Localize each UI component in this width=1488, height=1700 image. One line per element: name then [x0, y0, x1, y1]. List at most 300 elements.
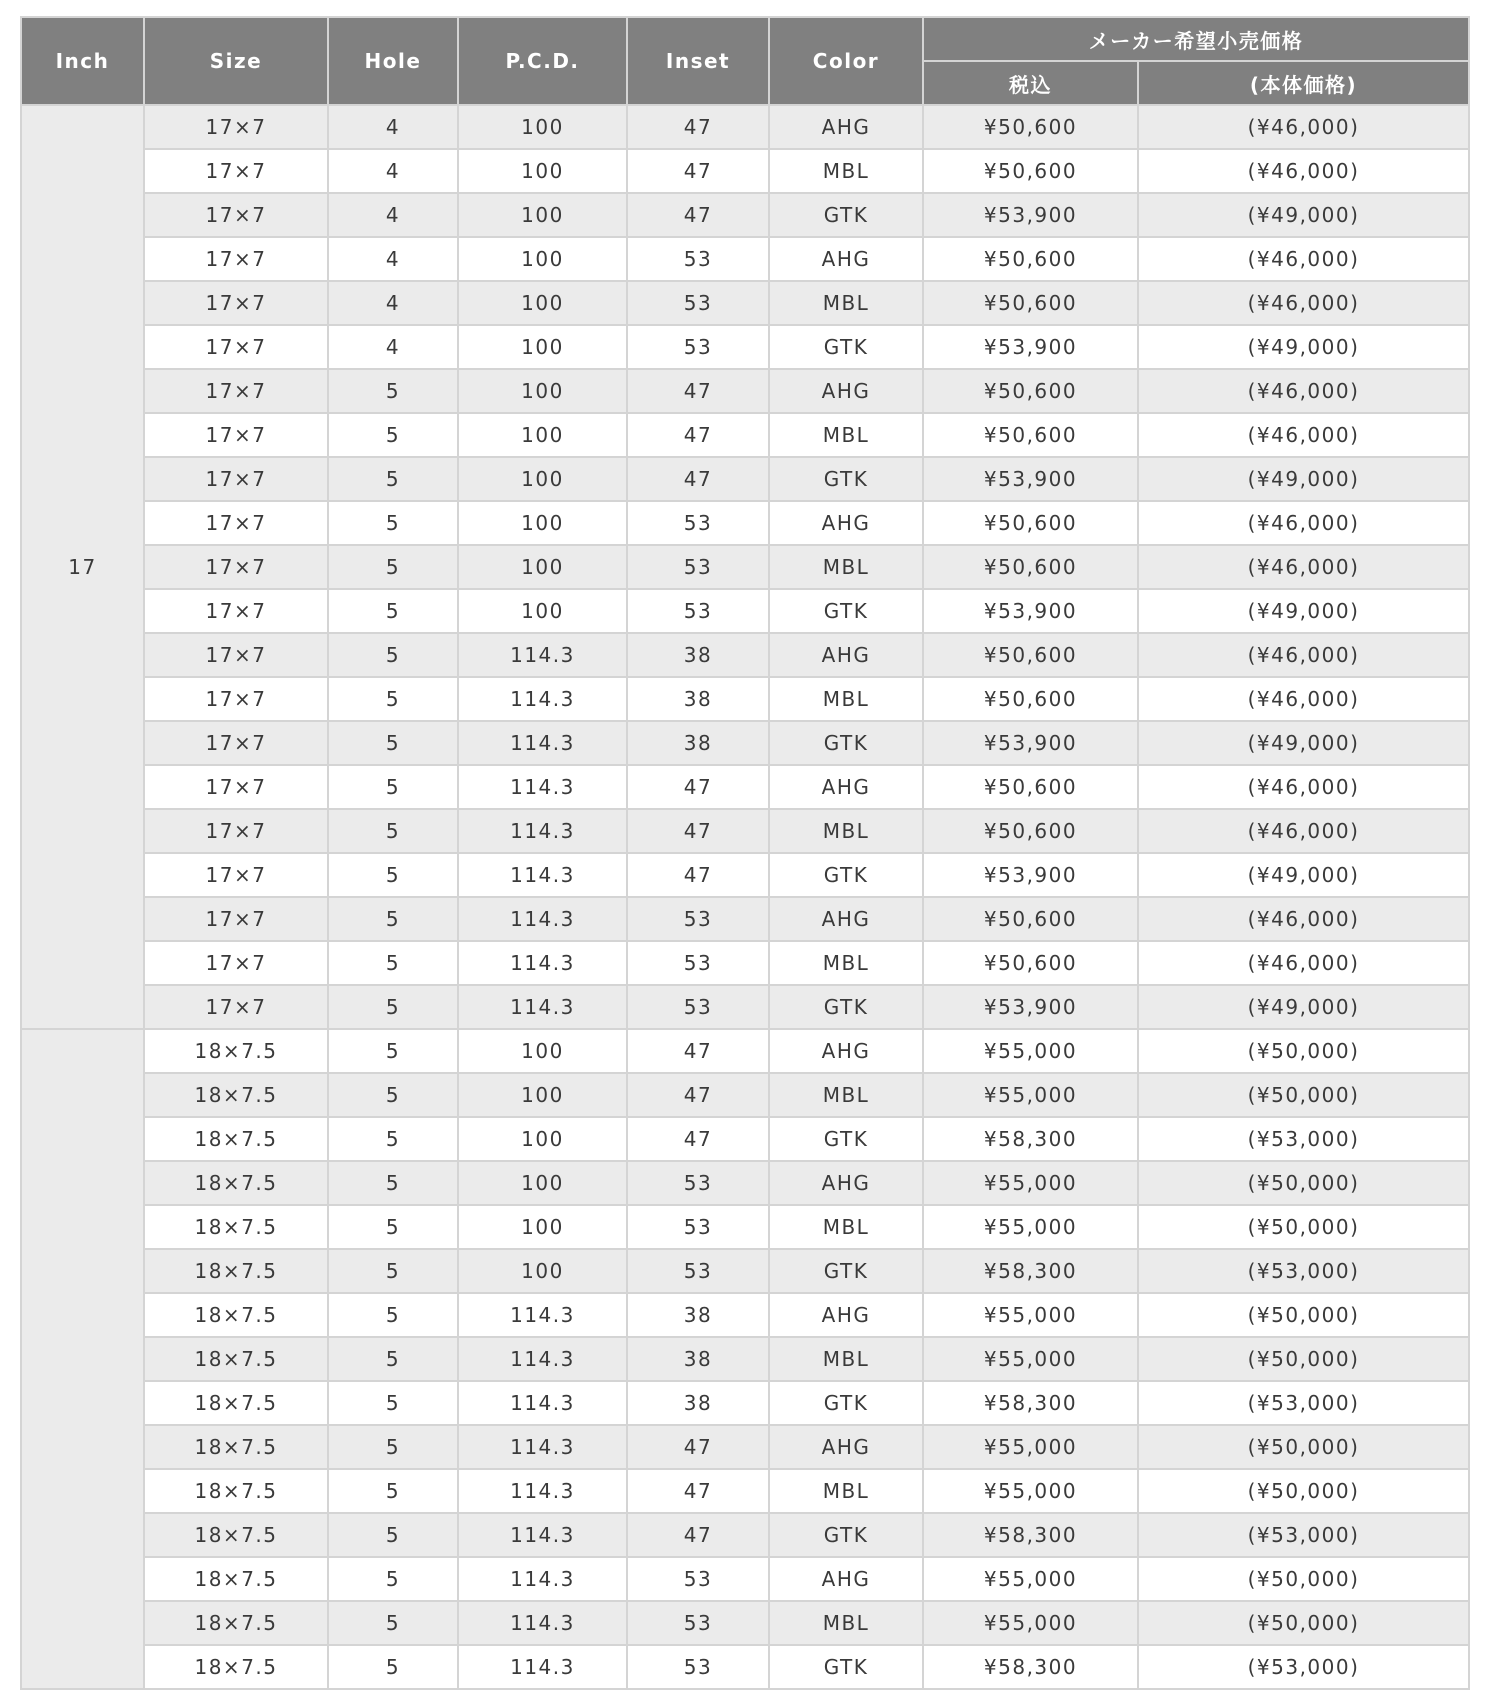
cell-pcd: 114.3: [458, 721, 627, 765]
cell-color: GTK: [769, 853, 923, 897]
cell-pcd: 100: [458, 1249, 627, 1293]
cell-pcd: 100: [458, 281, 627, 325]
cell-pcd: 114.3: [458, 853, 627, 897]
cell-size: 17×7: [144, 193, 328, 237]
cell-color: MBL: [769, 1073, 923, 1117]
cell-hole: 4: [328, 325, 458, 369]
cell-price-tax-included: ¥55,000: [923, 1469, 1138, 1513]
cell-base-price: (¥46,000): [1138, 281, 1469, 325]
cell-hole: 5: [328, 765, 458, 809]
cell-pcd: 114.3: [458, 633, 627, 677]
cell-color: GTK: [769, 589, 923, 633]
cell-size: 17×7: [144, 941, 328, 985]
cell-size: 17×7: [144, 149, 328, 193]
cell-base-price: (¥46,000): [1138, 105, 1469, 149]
cell-price-tax-included: ¥50,600: [923, 501, 1138, 545]
cell-size: 17×7: [144, 501, 328, 545]
cell-size: 17×7: [144, 413, 328, 457]
table-row: [21, 1073, 1469, 1117]
cell-pcd: 114.3: [458, 941, 627, 985]
cell-pcd: 114.3: [458, 677, 627, 721]
cell-base-price: (¥46,000): [1138, 809, 1469, 853]
cell-price-tax-included: ¥50,600: [923, 941, 1138, 985]
cell-base-price: (¥53,000): [1138, 1381, 1469, 1425]
cell-hole: 5: [328, 1645, 458, 1689]
cell-pcd: 100: [458, 149, 627, 193]
cell-hole: 5: [328, 1601, 458, 1645]
cell-pcd: 114.3: [458, 1469, 627, 1513]
cell-size: 17×7: [144, 897, 328, 941]
table-row: [21, 1381, 1469, 1425]
cell-size: 18×7.5: [144, 1557, 328, 1601]
cell-inset: 47: [627, 369, 769, 413]
cell-color: AHG: [769, 105, 923, 149]
table-row: [21, 1425, 1469, 1469]
cell-hole: 5: [328, 677, 458, 721]
cell-color: AHG: [769, 633, 923, 677]
cell-inset: 47: [627, 809, 769, 853]
cell-inset: 38: [627, 1293, 769, 1337]
table-row: [21, 1513, 1469, 1557]
header-price-group: メーカー希望小売価格: [923, 17, 1469, 61]
cell-pcd: 100: [458, 105, 627, 149]
table-row: [21, 941, 1469, 985]
cell-base-price: (¥50,000): [1138, 1469, 1469, 1513]
cell-size: 18×7.5: [144, 1205, 328, 1249]
header-base-price: (本体価格): [1138, 61, 1469, 105]
cell-hole: 5: [328, 941, 458, 985]
cell-color: GTK: [769, 1381, 923, 1425]
cell-pcd: 100: [458, 1161, 627, 1205]
cell-size: 18×7.5: [144, 1425, 328, 1469]
cell-price-tax-included: ¥50,600: [923, 677, 1138, 721]
cell-color: GTK: [769, 1249, 923, 1293]
cell-base-price: (¥46,000): [1138, 149, 1469, 193]
cell-pcd: 114.3: [458, 897, 627, 941]
cell-base-price: (¥50,000): [1138, 1601, 1469, 1645]
cell-color: AHG: [769, 1557, 923, 1601]
table-row: [21, 809, 1469, 853]
header-pcd: P.C.D.: [458, 17, 627, 105]
cell-inset: 53: [627, 325, 769, 369]
cell-inset: 53: [627, 1205, 769, 1249]
cell-inch-group: [21, 1029, 144, 1689]
cell-hole: 5: [328, 1205, 458, 1249]
cell-size: 17×7: [144, 677, 328, 721]
cell-size: 17×7: [144, 809, 328, 853]
cell-base-price: (¥50,000): [1138, 1293, 1469, 1337]
cell-color: AHG: [769, 501, 923, 545]
cell-price-tax-included: ¥53,900: [923, 853, 1138, 897]
cell-inset: 47: [627, 105, 769, 149]
cell-hole: 5: [328, 1469, 458, 1513]
cell-inset: 47: [627, 1425, 769, 1469]
cell-hole: 5: [328, 413, 458, 457]
cell-price-tax-included: ¥55,000: [923, 1161, 1138, 1205]
cell-size: 18×7.5: [144, 1249, 328, 1293]
cell-size: 17×7: [144, 457, 328, 501]
cell-price-tax-included: ¥58,300: [923, 1249, 1138, 1293]
cell-base-price: (¥46,000): [1138, 413, 1469, 457]
cell-pcd: 100: [458, 545, 627, 589]
cell-inset: 53: [627, 1645, 769, 1689]
cell-pcd: 100: [458, 325, 627, 369]
cell-size: 18×7.5: [144, 1029, 328, 1073]
table-row: [21, 237, 1469, 281]
cell-hole: 5: [328, 1249, 458, 1293]
table-row: [21, 457, 1469, 501]
cell-base-price: (¥46,000): [1138, 633, 1469, 677]
table-row: [21, 721, 1469, 765]
cell-price-tax-included: ¥58,300: [923, 1645, 1138, 1689]
cell-color: MBL: [769, 1601, 923, 1645]
cell-inset: 53: [627, 897, 769, 941]
cell-pcd: 114.3: [458, 1557, 627, 1601]
cell-size: 17×7: [144, 721, 328, 765]
cell-price-tax-included: ¥50,600: [923, 281, 1138, 325]
cell-hole: 5: [328, 897, 458, 941]
cell-inset: 47: [627, 853, 769, 897]
cell-base-price: (¥49,000): [1138, 853, 1469, 897]
cell-base-price: (¥50,000): [1138, 1337, 1469, 1381]
table-row: [21, 1645, 1469, 1689]
cell-pcd: 100: [458, 1073, 627, 1117]
table-row: [21, 1601, 1469, 1645]
cell-inset: 47: [627, 193, 769, 237]
cell-base-price: (¥46,000): [1138, 677, 1469, 721]
table-row: [21, 897, 1469, 941]
table-row: [21, 1293, 1469, 1337]
cell-color: MBL: [769, 545, 923, 589]
cell-price-tax-included: ¥53,900: [923, 193, 1138, 237]
cell-inset: 38: [627, 1337, 769, 1381]
cell-price-tax-included: ¥53,900: [923, 589, 1138, 633]
table-row: [21, 325, 1469, 369]
cell-base-price: (¥49,000): [1138, 721, 1469, 765]
cell-base-price: (¥46,000): [1138, 941, 1469, 985]
cell-price-tax-included: ¥50,600: [923, 765, 1138, 809]
cell-color: AHG: [769, 1425, 923, 1469]
header-inset: Inset: [627, 17, 769, 105]
cell-price-tax-included: ¥53,900: [923, 325, 1138, 369]
table-row: [21, 1205, 1469, 1249]
cell-pcd: 114.3: [458, 1381, 627, 1425]
cell-color: MBL: [769, 809, 923, 853]
header-hole: Hole: [328, 17, 458, 105]
table-row: [21, 1161, 1469, 1205]
cell-pcd: 114.3: [458, 809, 627, 853]
cell-price-tax-included: ¥55,000: [923, 1293, 1138, 1337]
cell-hole: 5: [328, 457, 458, 501]
cell-color: AHG: [769, 1293, 923, 1337]
cell-hole: 5: [328, 809, 458, 853]
cell-pcd: 114.3: [458, 1601, 627, 1645]
cell-inset: 53: [627, 545, 769, 589]
cell-price-tax-included: ¥50,600: [923, 149, 1138, 193]
cell-price-tax-included: ¥53,900: [923, 457, 1138, 501]
cell-inset: 53: [627, 941, 769, 985]
cell-size: 18×7.5: [144, 1293, 328, 1337]
cell-size: 18×7.5: [144, 1645, 328, 1689]
spec-table-container: [20, 16, 1468, 1690]
cell-base-price: (¥53,000): [1138, 1513, 1469, 1557]
cell-color: AHG: [769, 1029, 923, 1073]
cell-inset: 53: [627, 1161, 769, 1205]
cell-color: AHG: [769, 897, 923, 941]
cell-pcd: 114.3: [458, 1645, 627, 1689]
cell-inset: 38: [627, 633, 769, 677]
cell-size: 18×7.5: [144, 1469, 328, 1513]
table-row: [21, 281, 1469, 325]
cell-color: GTK: [769, 1117, 923, 1161]
cell-color: AHG: [769, 765, 923, 809]
cell-size: 18×7.5: [144, 1161, 328, 1205]
cell-size: 17×7: [144, 985, 328, 1029]
cell-base-price: (¥49,000): [1138, 325, 1469, 369]
cell-color: AHG: [769, 1161, 923, 1205]
cell-hole: 5: [328, 1161, 458, 1205]
cell-size: 17×7: [144, 633, 328, 677]
cell-base-price: (¥50,000): [1138, 1029, 1469, 1073]
cell-price-tax-included: ¥55,000: [923, 1601, 1138, 1645]
cell-base-price: (¥50,000): [1138, 1205, 1469, 1249]
cell-color: GTK: [769, 457, 923, 501]
cell-inset: 53: [627, 1249, 769, 1293]
cell-hole: 5: [328, 1293, 458, 1337]
cell-price-tax-included: ¥50,600: [923, 897, 1138, 941]
cell-base-price: (¥50,000): [1138, 1073, 1469, 1117]
cell-hole: 4: [328, 237, 458, 281]
cell-inset: 47: [627, 457, 769, 501]
cell-base-price: (¥49,000): [1138, 985, 1469, 1029]
cell-pcd: 114.3: [458, 1293, 627, 1337]
cell-hole: 5: [328, 1381, 458, 1425]
cell-inset: 47: [627, 1469, 769, 1513]
cell-pcd: 100: [458, 413, 627, 457]
wheel-spec-price-table: [20, 16, 1470, 1690]
table-row: [21, 149, 1469, 193]
cell-price-tax-included: ¥53,900: [923, 985, 1138, 1029]
cell-base-price: (¥49,000): [1138, 193, 1469, 237]
cell-price-tax-included: ¥50,600: [923, 545, 1138, 589]
table-row: [21, 1469, 1469, 1513]
cell-pcd: 114.3: [458, 1337, 627, 1381]
cell-size: 17×7: [144, 237, 328, 281]
cell-base-price: (¥46,000): [1138, 369, 1469, 413]
table-row: [21, 1337, 1469, 1381]
cell-hole: 5: [328, 985, 458, 1029]
table-row: [21, 1029, 1469, 1073]
cell-base-price: (¥50,000): [1138, 1425, 1469, 1469]
cell-color: MBL: [769, 1205, 923, 1249]
cell-color: GTK: [769, 1513, 923, 1557]
cell-inset: 47: [627, 765, 769, 809]
cell-inset: 38: [627, 721, 769, 765]
cell-inset: 53: [627, 1601, 769, 1645]
cell-color: MBL: [769, 677, 923, 721]
cell-hole: 5: [328, 545, 458, 589]
cell-price-tax-included: ¥55,000: [923, 1337, 1138, 1381]
cell-inset: 53: [627, 281, 769, 325]
cell-inset: 53: [627, 985, 769, 1029]
cell-price-tax-included: ¥58,300: [923, 1513, 1138, 1557]
cell-size: 17×7: [144, 105, 328, 149]
cell-size: 18×7.5: [144, 1513, 328, 1557]
cell-size: 18×7.5: [144, 1117, 328, 1161]
header-inch: Inch: [21, 17, 144, 105]
cell-price-tax-included: ¥50,600: [923, 369, 1138, 413]
header-color: Color: [769, 17, 923, 105]
header-tax-included: 税込: [923, 61, 1138, 105]
cell-color: MBL: [769, 1469, 923, 1513]
table-row: [21, 985, 1469, 1029]
cell-inset: 53: [627, 1557, 769, 1601]
cell-pcd: 100: [458, 501, 627, 545]
cell-pcd: 100: [458, 1117, 627, 1161]
cell-size: 18×7.5: [144, 1337, 328, 1381]
cell-inset: 47: [627, 1029, 769, 1073]
cell-base-price: (¥49,000): [1138, 589, 1469, 633]
table-row: [21, 765, 1469, 809]
cell-color: AHG: [769, 237, 923, 281]
cell-color: GTK: [769, 985, 923, 1029]
cell-price-tax-included: ¥55,000: [923, 1425, 1138, 1469]
cell-size: 18×7.5: [144, 1073, 328, 1117]
cell-hole: 4: [328, 193, 458, 237]
cell-size: 17×7: [144, 765, 328, 809]
cell-hole: 5: [328, 589, 458, 633]
cell-base-price: (¥53,000): [1138, 1117, 1469, 1161]
cell-size: 18×7.5: [144, 1601, 328, 1645]
table-row: [21, 1557, 1469, 1601]
cell-hole: 5: [328, 721, 458, 765]
cell-pcd: 114.3: [458, 1513, 627, 1557]
cell-base-price: (¥46,000): [1138, 545, 1469, 589]
table-row: [21, 677, 1469, 721]
cell-hole: 5: [328, 633, 458, 677]
cell-hole: 5: [328, 501, 458, 545]
cell-hole: 5: [328, 1513, 458, 1557]
cell-price-tax-included: ¥50,600: [923, 633, 1138, 677]
cell-pcd: 114.3: [458, 985, 627, 1029]
cell-price-tax-included: ¥55,000: [923, 1557, 1138, 1601]
cell-pcd: 100: [458, 237, 627, 281]
cell-price-tax-included: ¥55,000: [923, 1205, 1138, 1249]
cell-price-tax-included: ¥50,600: [923, 105, 1138, 149]
cell-price-tax-included: ¥58,300: [923, 1117, 1138, 1161]
table-header: [21, 17, 1469, 105]
cell-color: GTK: [769, 721, 923, 765]
cell-hole: 4: [328, 281, 458, 325]
cell-pcd: 100: [458, 589, 627, 633]
cell-size: 17×7: [144, 589, 328, 633]
cell-inch-group: 17: [21, 105, 144, 1029]
table-row: [21, 853, 1469, 897]
table-row: [21, 413, 1469, 457]
cell-base-price: (¥46,000): [1138, 501, 1469, 545]
cell-base-price: (¥49,000): [1138, 457, 1469, 501]
table-row: [21, 369, 1469, 413]
cell-inset: 47: [627, 149, 769, 193]
cell-color: AHG: [769, 369, 923, 413]
cell-price-tax-included: ¥53,900: [923, 721, 1138, 765]
cell-pcd: 100: [458, 369, 627, 413]
cell-base-price: (¥46,000): [1138, 237, 1469, 281]
cell-pcd: 114.3: [458, 1425, 627, 1469]
cell-pcd: 100: [458, 457, 627, 501]
cell-size: 17×7: [144, 853, 328, 897]
cell-base-price: (¥50,000): [1138, 1161, 1469, 1205]
cell-pcd: 114.3: [458, 765, 627, 809]
cell-price-tax-included: ¥55,000: [923, 1073, 1138, 1117]
cell-color: GTK: [769, 193, 923, 237]
cell-color: MBL: [769, 1337, 923, 1381]
cell-hole: 4: [328, 149, 458, 193]
cell-inset: 47: [627, 1117, 769, 1161]
cell-color: GTK: [769, 1645, 923, 1689]
cell-base-price: (¥53,000): [1138, 1645, 1469, 1689]
cell-price-tax-included: ¥55,000: [923, 1029, 1138, 1073]
cell-price-tax-included: ¥50,600: [923, 809, 1138, 853]
cell-inset: 38: [627, 677, 769, 721]
cell-size: 17×7: [144, 545, 328, 589]
cell-inset: 47: [627, 1073, 769, 1117]
cell-hole: 5: [328, 853, 458, 897]
table-row: [21, 633, 1469, 677]
table-row: [21, 1249, 1469, 1293]
cell-color: MBL: [769, 149, 923, 193]
cell-pcd: 100: [458, 1205, 627, 1249]
header-size: Size: [144, 17, 328, 105]
cell-size: 18×7.5: [144, 1381, 328, 1425]
table-body: [21, 105, 1469, 1689]
cell-inset: 38: [627, 1381, 769, 1425]
cell-inset: 53: [627, 237, 769, 281]
cell-base-price: (¥53,000): [1138, 1249, 1469, 1293]
cell-pcd: 100: [458, 1029, 627, 1073]
cell-base-price: (¥46,000): [1138, 765, 1469, 809]
cell-price-tax-included: ¥58,300: [923, 1381, 1138, 1425]
cell-base-price: (¥50,000): [1138, 1557, 1469, 1601]
cell-color: MBL: [769, 413, 923, 457]
table-row: [21, 545, 1469, 589]
cell-inset: 47: [627, 413, 769, 457]
table-row: [21, 501, 1469, 545]
cell-base-price: (¥46,000): [1138, 897, 1469, 941]
cell-inset: 53: [627, 501, 769, 545]
cell-inset: 53: [627, 589, 769, 633]
cell-color: MBL: [769, 941, 923, 985]
cell-size: 17×7: [144, 325, 328, 369]
cell-price-tax-included: ¥50,600: [923, 237, 1138, 281]
cell-hole: 5: [328, 369, 458, 413]
table-row: [21, 1117, 1469, 1161]
cell-color: MBL: [769, 281, 923, 325]
cell-size: 17×7: [144, 369, 328, 413]
cell-inset: 47: [627, 1513, 769, 1557]
cell-hole: 5: [328, 1029, 458, 1073]
table-row: [21, 589, 1469, 633]
cell-hole: 4: [328, 105, 458, 149]
table-row: [21, 193, 1469, 237]
cell-hole: 5: [328, 1117, 458, 1161]
table-row: [21, 105, 1469, 149]
cell-hole: 5: [328, 1073, 458, 1117]
cell-pcd: 100: [458, 193, 627, 237]
cell-color: GTK: [769, 325, 923, 369]
cell-hole: 5: [328, 1337, 458, 1381]
cell-hole: 5: [328, 1425, 458, 1469]
